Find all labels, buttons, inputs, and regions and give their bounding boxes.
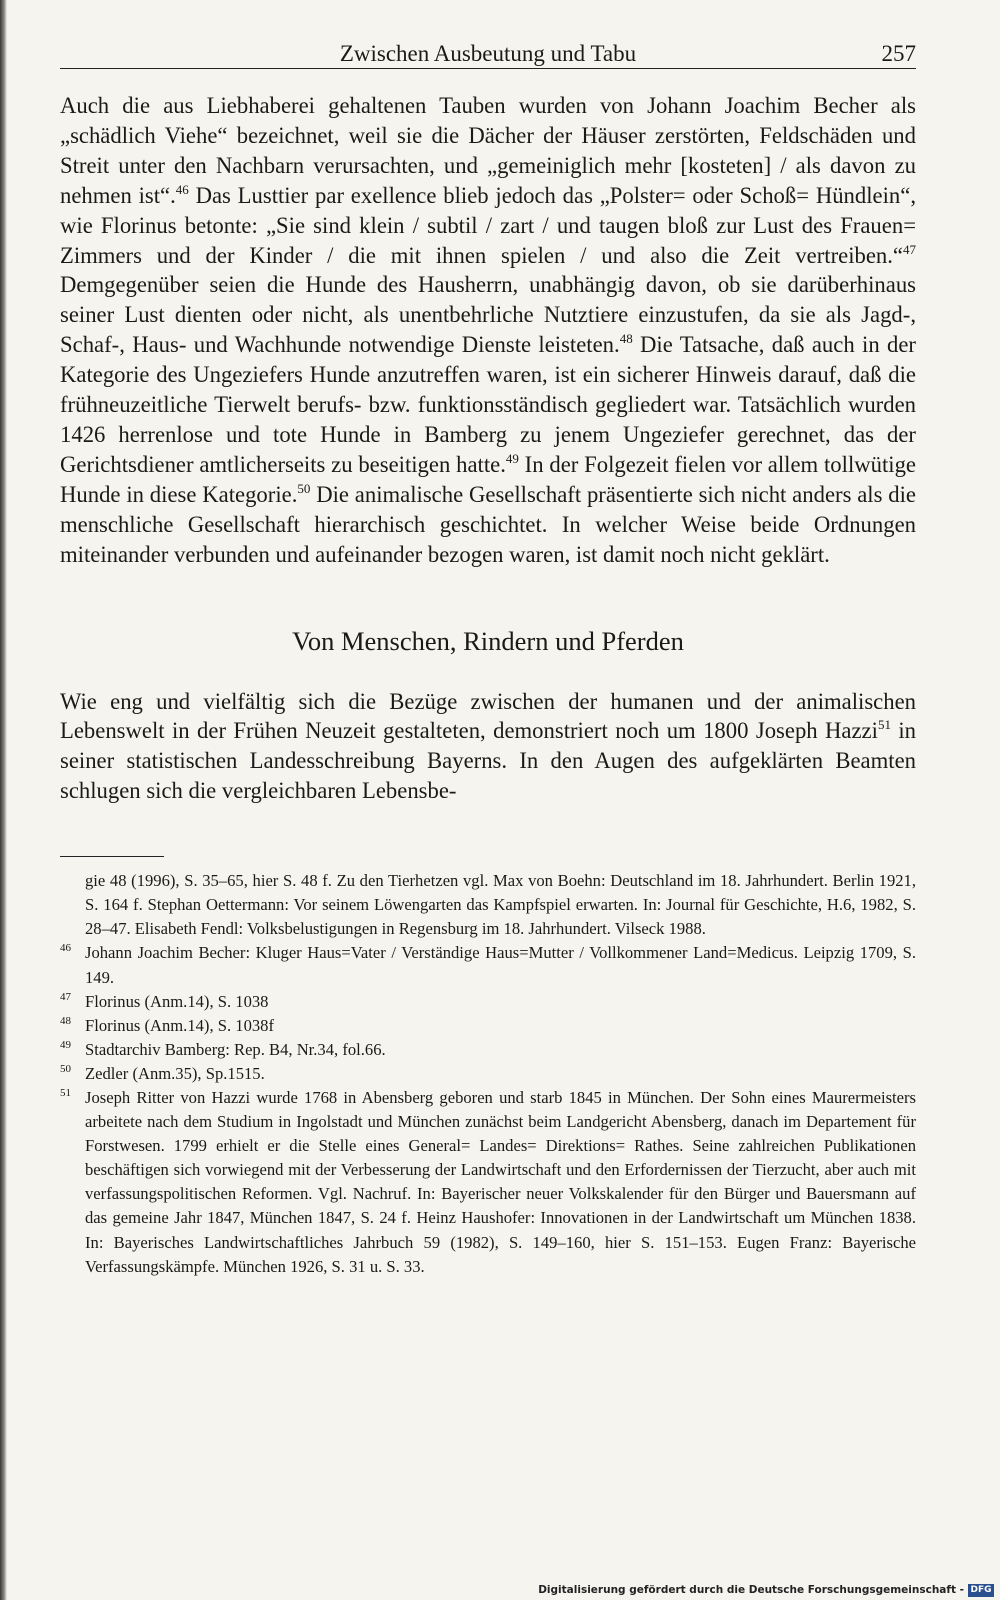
text-run: Wie eng und vielfältig sich die Bezüge zwischen der humanen und der animalischen Lebenswelt in der Frühen Neuzeit gestalteten, demonstriert noch um 1800 Joseph Hazzi — [60, 688, 916, 744]
footnote-ref-50[interactable]: 50 — [297, 480, 311, 496]
section-heading: Von Menschen, Rindern und Pferden — [292, 625, 684, 656]
footnotes — [60, 869, 916, 1279]
footnote-47 — [60, 990, 916, 1014]
running-title: Zwischen Ausbeutung und Tabu — [339, 41, 637, 66]
footnote-divider — [60, 856, 164, 857]
digitization-credit: Digitalisierung gefördert durch die Deutsche Forschungsgemeinschaft - — [538, 1584, 964, 1596]
body-paragraph-1 — [60, 91, 916, 570]
text-run: Die animalische Gesellschaft präsentierte sich nicht anders als die menschliche Gesellschaft hierarchisch geschichtet. In welcher Weise beide Ordnungen miteinander verbunden und aufeinander bezogen waren, ist damit noch nicht geklärt. — [60, 481, 916, 567]
footnote-text: Johann Joachim Becher: Kluger Haus=Vater / Verständige Haus=Mutter / Vollkommener Land=Medicus. Leipzig 1709, S. 149. — [85, 943, 916, 987]
footnote-ref-49[interactable]: 49 — [505, 450, 519, 466]
footnote-46 — [60, 941, 916, 989]
footnote-continuation: gie 48 (1996), S. 35–65, hier S. 48 f. Zu den Tierhetzen vgl. Max von Boehn: Deutschland im 18. Jahrhundert. Berlin 1921, S. 164 f. Stephan Oettermann: Vor seinem Löwengarten das Kampfspiel erwarten. In: Journal für Geschichte, H.6, 1982, S. 28–47. Elisabeth Fendl: Volksbelustigungen in Regensburg im 18. Jahrhundert. Vilseck 1988. — [85, 871, 916, 939]
footnote-number: 51 — [60, 1086, 71, 1099]
footnote-49 — [60, 1038, 916, 1062]
footnote-number: 48 — [60, 1014, 71, 1027]
text-run: Demgegenüber seien die Hunde des Hausherrn, unabhängig davon, ob sie darüberhinaus seiner Lust dienten oder nicht, als unentbehrliche Nutztiere einzustufen, da sie als Jagd-, Schaf-, Haus- und Wachhunde notwendige Dienste leisteten. — [60, 272, 916, 358]
page-number: 257 — [881, 41, 916, 66]
running-head — [60, 28, 916, 69]
text-run: Die Tatsache, daß auch in der Kategorie des Ungeziefers Hunde anzutreffen waren, ist ein sicherer Hinweis darauf, daß die frühneuzeitliche Tierwelt berufs- bzw. funktionsständisch gegliedert war. Tatsächlich wurden 1426 herrenlose und tote Hunde in Bamberg zu jenem Ungeziefer gerechnet, das der Gerichtsdiener amtlicherseits zu beseitigen hatte. — [60, 332, 916, 477]
body-paragraph-2 — [60, 687, 916, 807]
footnote-number: 47 — [60, 990, 71, 1003]
footnote-text: Florinus (Anm.14), S. 1038f — [85, 1015, 274, 1035]
footnote-ref-48[interactable]: 48 — [619, 331, 633, 347]
footnote-text: Zedler (Anm.35), Sp.1515. — [85, 1063, 265, 1083]
footnote-51 — [60, 1086, 916, 1279]
footnote-ref-47[interactable]: 47 — [903, 241, 916, 257]
binding-edge — [0, 0, 7, 1600]
footnote-48 — [60, 1014, 916, 1038]
footnote-number: 49 — [60, 1038, 71, 1051]
footnote-text: Florinus (Anm.14), S. 1038 — [85, 991, 269, 1011]
book-page — [60, 28, 916, 1279]
footnote-number: 50 — [60, 1062, 71, 1075]
footnote-text: Joseph Ritter von Hazzi wurde 1768 in Abensberg geboren und starb 1845 in München. Der Sohn eines Maurermeisters arbeitete nach dem Studium in Ingolstadt und München zunächst beim Landgericht Abensberg, danach im Departement für Forstwesen. 1799 erhielt er die Stelle eines General= Landes= Direktions= Rathes. Seine zahlreichen Publikationen beschäftigen sich vorwiegend mit der Verbesserung der Landwirtschaft und den Erfordernissen der Tierzucht, aber auch mit verfassungspolitischen Reformen. Vgl. Nachruf. In: Bayerischer neuer Volkskalender für den Bürger und Bauersmann auf das gemeine Jahr 1847, München 1847, S. 24 f. Heinz Haushofer: Innovationen in der Landwirtschaft um München 1838. In: Bayerisches Landwirtschaftliches Jahrbuch 59 (1982), S. 149–160, hier S. 151–153. Eugen Franz: Bayerische Verfassungskämpfe. München 1926, S. 31 u. S. 33. — [85, 1087, 916, 1276]
footnote-text: Stadtarchiv Bamberg: Rep. B4, Nr.34, fol.66. — [85, 1039, 386, 1059]
text-run: In der Folgezeit fielen vor allem tollwütige Hunde in diese Kategorie. — [60, 451, 916, 507]
text-run: in seiner statistischen Landesschreibung Bayerns. In den Augen des aufgeklärten Beamten schlugen sich die vergleichbaren Lebensbe- — [60, 718, 916, 804]
footnote-ref-46[interactable]: 46 — [175, 181, 189, 197]
footnote-ref-51[interactable]: 51 — [877, 717, 891, 733]
footnote-number: 46 — [60, 942, 71, 955]
footnote-50 — [60, 1062, 916, 1086]
text-run: Auch die aus Liebhaberei gehaltenen Tauben wurden von Johann Joachim Becher als „schädlich Viehe“ bezeichnet, weil sie die Dächer der Häuser zerstörten, Feldschäden und Streit unter den Nachbarn verursachten, und „gemeiniglich mehr [kosteten] / als davon zu nehmen ist“. — [60, 93, 916, 208]
text-run: Das Lusttier par exellence blieb jedoch das „Polster= oder Schoß= Hündlein“, wie Florinus betonte: „Sie sind klein / subtil / zart / und taugen bloß zur Lust des Frauen= Zimmers und der Kinder / die mit ihnen spielen / und also die Zeit vertreiben.“ — [60, 182, 916, 268]
dfg-logo: DFG — [968, 1584, 994, 1597]
